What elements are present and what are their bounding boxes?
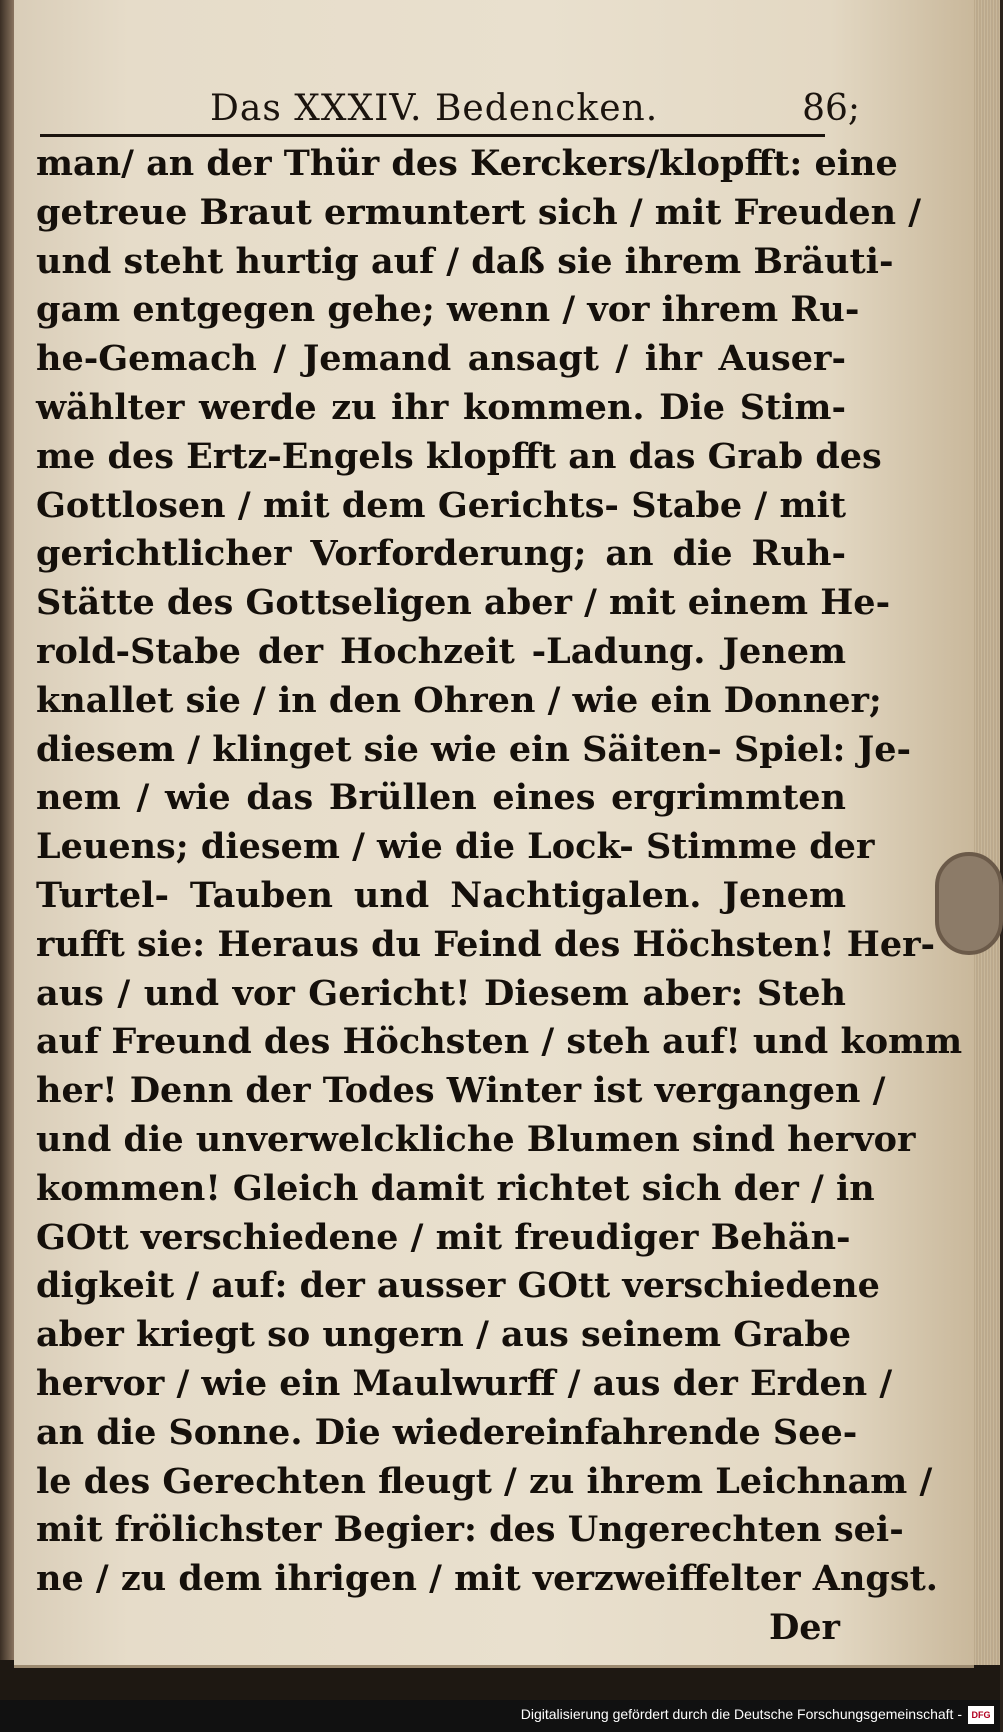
text-line: nem / wie das Brüllen eines ergrimmten [36, 777, 846, 819]
text-line: me des Ertz-Engels klopfft an das Grab des [36, 435, 882, 477]
catchword: Der [768, 1606, 840, 1648]
text-line: Leuens; diesem / wie die Lock- Stimme der [36, 826, 875, 868]
text-line: man/ an der Thür des Kerckers/klopfft: eine [36, 143, 898, 184]
text-line: knallet sie / in den Ohren / wie ein Donner; [36, 679, 882, 721]
text-line: gerichtlicher Vorforderung; an die Ruh- [36, 533, 846, 575]
text-line: mit frölichster Begier: des Ungerechten sei- [36, 1509, 904, 1551]
text-line: digkeit / auf: der ausser GOtt verschiedene [36, 1265, 880, 1307]
page-fore-edge [974, 0, 1000, 1665]
text-line: getreue Braut ermuntert sich / mit Freuden / [36, 191, 922, 233]
text-line: auf Freund des Höchsten / steh auf! und komm [36, 1021, 963, 1063]
text-line: an die Sonne. Die wiedereinfahrende See- [36, 1411, 858, 1453]
text-line: aber kriegt so ungern / aus seinem Grabe [36, 1314, 851, 1356]
text-line: Stätte des Gottseligen aber / mit einem He- [36, 582, 891, 624]
text-line: Turtel- Tauben und Nachtigalen. Jenem [36, 874, 846, 916]
text-line: ne / zu dem ihrigen / mit verzweiffelter Angst. [36, 1558, 938, 1600]
page-header [200, 88, 860, 138]
text-line: hervor / wie ein Maulwurff / aus der Erden / [36, 1362, 893, 1404]
text-line: rold-Stabe der Hochzeit -Ladung. Jenem [36, 630, 846, 672]
text-line: gam entgegen gehe; wenn / vor ihrem Ru- [36, 289, 860, 331]
text-line: und die unverwelckliche Blumen sind hervor [36, 1118, 916, 1160]
text-line: diesem / klinget sie wie ein Säiten- Spiel: Je- [36, 728, 912, 770]
dfg-logo: DFG [968, 1706, 994, 1724]
text-line: rufft sie: Heraus du Feind des Höchsten! Her- [36, 923, 936, 965]
header-rule [40, 134, 825, 137]
footer-credit: Digitalisierung gefördert durch die Deutsche Forschungsgemeinschaft - [520, 1706, 962, 1722]
text-line: le des Gerechten fleugt / zu ihrem Leichnam / [36, 1460, 933, 1502]
book-clasp [935, 852, 1003, 955]
text-line: kommen! Gleich damit richtet sich der / in [36, 1167, 875, 1209]
text-line: GOtt verschiedene / mit freudiger Behän- [36, 1216, 851, 1258]
text-line: wählter werde zu ihr kommen. Die Stim- [36, 386, 846, 428]
text-line: Gottlosen / mit dem Gerichts- Stabe / mit [36, 484, 846, 526]
digitization-footer [0, 1700, 1000, 1732]
running-title: Das XXXIV. Bedencken. [210, 88, 659, 129]
text-line: aus / und vor Gericht! Diesem aber: Steh [36, 972, 846, 1014]
book-gutter [0, 0, 14, 1660]
body-text [36, 140, 963, 1653]
text-line: he-Gemach / Jemand ansagt / ihr Auser- [36, 338, 846, 380]
text-line: und steht hurtig auf / daß sie ihrem Bräuti- [36, 240, 894, 282]
text-line: her! Denn der Todes Winter ist vergangen / [36, 1070, 886, 1112]
page-number: 86; [802, 88, 860, 129]
